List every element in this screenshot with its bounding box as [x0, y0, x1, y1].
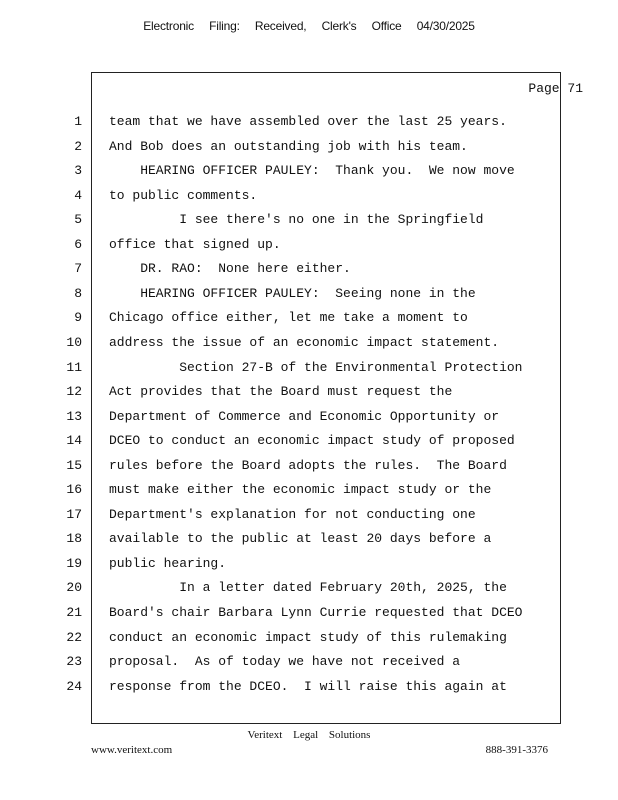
transcript-line: [0, 163, 618, 183]
page-number: Page 71: [528, 81, 583, 96]
transcript-line: [0, 384, 618, 404]
transcript-line: [0, 409, 618, 429]
line-text: proposal. As of today we have not received a: [109, 654, 461, 670]
transcript-line: [0, 433, 618, 453]
line-number: 14: [66, 433, 82, 449]
line-text: conduct an economic impact study of this rulemaking: [109, 629, 507, 645]
transcript-line: [0, 261, 618, 281]
transcript-line: [0, 286, 618, 306]
transcript-line: [0, 335, 618, 355]
line-text: public hearing.: [109, 555, 227, 571]
line-number: 5: [74, 212, 82, 228]
footer-company-word: Solutions: [328, 729, 371, 741]
transcript-line: [0, 188, 618, 208]
line-number: 20: [66, 580, 82, 596]
transcript-line: [0, 360, 618, 380]
line-number: 21: [66, 605, 82, 620]
line-number: 22: [66, 629, 82, 645]
footer-company-word: Veritext: [247, 729, 283, 741]
line-number: 9: [74, 310, 82, 326]
line-text: rules before the Board adopts the rules. The Board: [109, 457, 507, 473]
line-text: And Bob does an outstanding job with his team.: [109, 138, 468, 154]
line-text: to public comments.: [109, 187, 258, 203]
filing-word-clerks: Clerk's: [321, 19, 357, 33]
transcript-line: [0, 310, 618, 330]
line-number: 16: [66, 482, 82, 498]
footer-phone: 888-391-3376: [485, 744, 548, 756]
line-text: office that signed up.: [109, 236, 281, 252]
transcript-line: [0, 482, 618, 502]
line-text: DCEO to conduct an economic impact study of proposed: [109, 433, 515, 449]
line-number: 19: [66, 555, 82, 571]
line-text: Board's chair Barbara Lynn Currie requested that DCEO: [109, 605, 523, 620]
line-number: 23: [66, 654, 82, 670]
line-number: 1: [74, 114, 82, 129]
line-text: team that we have assembled over the last 25 years.: [109, 114, 507, 129]
line-text: Section 27-B of the Environmental Protection: [109, 359, 523, 375]
transcript-line: [0, 139, 618, 159]
line-number: 10: [66, 334, 82, 350]
transcript-line: [0, 114, 618, 134]
filing-word-filing: Filing:: [209, 19, 240, 33]
line-number: 7: [74, 261, 82, 277]
line-text: I see there's no one in the Springfield: [109, 212, 484, 228]
line-number: 13: [66, 408, 82, 424]
transcript-line: [0, 630, 618, 650]
line-text: HEARING OFFICER PAULEY: Thank you. We now move: [109, 163, 515, 179]
line-text: response from the DCEO. I will raise this again at: [109, 678, 507, 694]
line-number: 6: [74, 236, 82, 252]
footer-company: [0, 729, 618, 741]
filing-word-received: Received,: [254, 19, 307, 33]
filing-date: 04/30/2025: [416, 19, 475, 33]
transcript-line: [0, 580, 618, 600]
footer-company-word: Legal: [293, 729, 319, 741]
line-number: 15: [66, 457, 82, 473]
footer-website: www.veritext.com: [91, 744, 173, 756]
line-text: address the issue of an economic impact statement.: [109, 334, 500, 350]
line-text: HEARING OFFICER PAULEY: Seeing none in the: [109, 285, 476, 301]
line-number: 18: [66, 531, 82, 547]
line-text: Department of Commerce and Economic Opportunity or: [109, 408, 500, 424]
line-text: Act provides that the Board must request the: [109, 384, 453, 400]
filing-word-electronic: Electronic: [143, 19, 194, 33]
line-number: 4: [74, 187, 82, 203]
line-number: 2: [74, 138, 82, 154]
line-number: 8: [74, 285, 82, 301]
transcript-line: [0, 679, 618, 699]
line-number: 12: [66, 384, 82, 400]
transcript-line: [0, 237, 618, 257]
line-number: 24: [66, 678, 82, 694]
line-text: Department's explanation for not conducting one: [109, 506, 476, 522]
line-text: available to the public at least 20 days before a: [109, 531, 492, 547]
filing-stamp-header: [0, 19, 618, 33]
line-text: In a letter dated February 20th, 2025, the: [109, 580, 507, 596]
transcript-line: [0, 556, 618, 576]
transcript-line: [0, 507, 618, 527]
transcript-line: [0, 212, 618, 232]
line-number: 17: [66, 506, 82, 522]
line-number: 3: [74, 163, 82, 179]
transcript-line: [0, 605, 618, 625]
transcript-line: [0, 654, 618, 674]
transcript-line: [0, 458, 618, 478]
line-number: 11: [66, 359, 82, 375]
filing-word-office: Office: [371, 19, 402, 33]
transcript-line: [0, 531, 618, 551]
line-text: DR. RAO: None here either.: [109, 261, 351, 277]
line-text: must make either the economic impact study or the: [109, 482, 492, 498]
line-text: Chicago office either, let me take a moment to: [109, 310, 468, 326]
